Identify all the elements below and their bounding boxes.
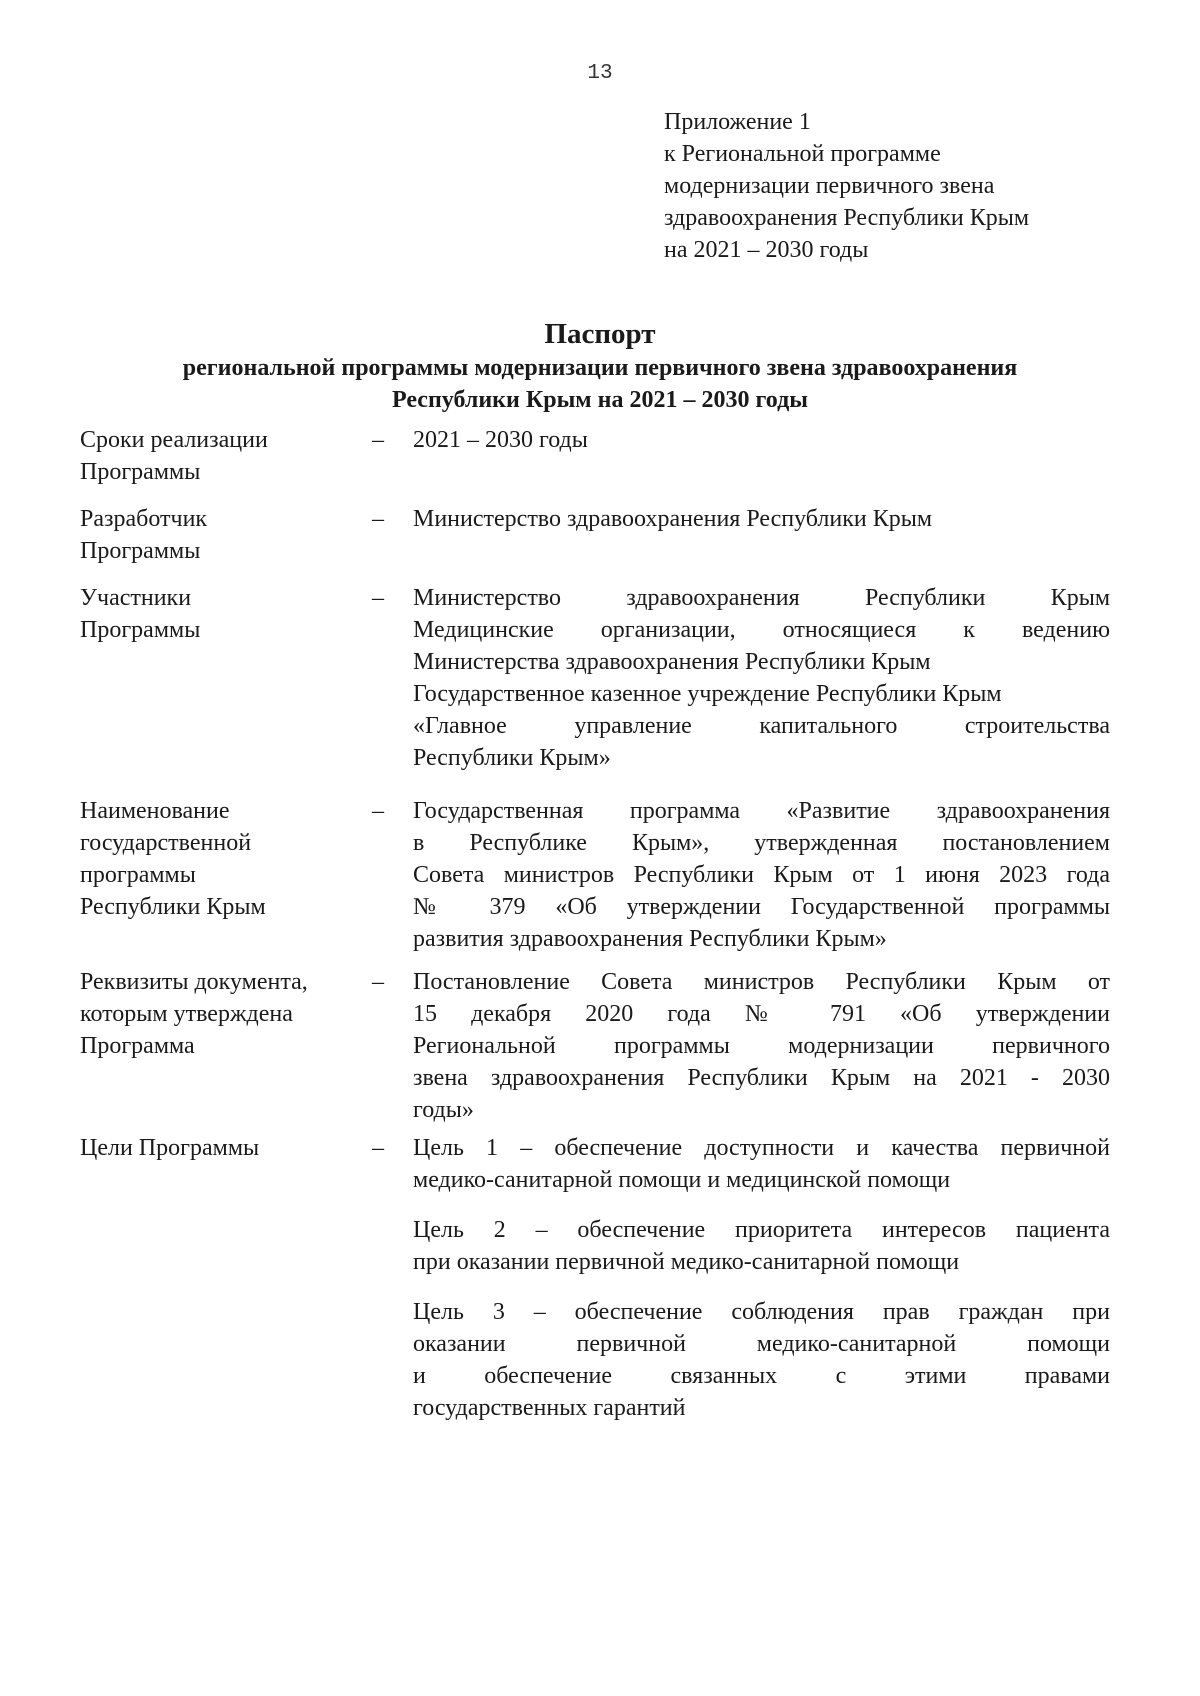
row-label-line: Программы bbox=[80, 617, 201, 643]
appendix-line: Приложение 1 bbox=[664, 109, 811, 135]
row-value-line: 2021 – 2030 годы bbox=[413, 427, 588, 453]
row-value-line: Министерство здравоохранения Республики Крым bbox=[413, 506, 933, 532]
row-value-line: Совета министров Республики Крым от 1 июня 2023 года bbox=[413, 862, 1110, 888]
row-label bbox=[80, 966, 370, 1062]
goal-line: при оказании первичной медико-санитарной помощи bbox=[413, 1249, 960, 1275]
row-label bbox=[80, 582, 370, 646]
row-label-line: Участники bbox=[80, 585, 192, 611]
goal-3 bbox=[413, 1296, 1110, 1424]
row-value-line: развития здравоохранения Республики Крым» bbox=[413, 926, 887, 952]
appendix-line: здравоохранения Республики Крым bbox=[664, 205, 1030, 231]
row-value-line: Региональной программы модернизации первичного bbox=[413, 1033, 1110, 1059]
goal-line: Цель 3 – обеспечение соблюдения прав граждан при bbox=[413, 1299, 1110, 1325]
appendix-line: к Региональной программе bbox=[664, 141, 941, 167]
row-value bbox=[413, 424, 1110, 456]
row-label-line: Сроки реализации bbox=[80, 427, 268, 453]
row-label-line: программы bbox=[80, 862, 196, 888]
row-dash: – bbox=[372, 1135, 384, 1161]
appendix-header bbox=[664, 106, 1184, 266]
row-value-line: в Республике Крым», утвержденная постановлением bbox=[413, 830, 1110, 856]
goal-line: медико-санитарной помощи и медицинской помощи bbox=[413, 1167, 951, 1193]
row-dash: – bbox=[372, 969, 384, 995]
subtitle-line: региональной программы модернизации первичного звена здравоохранения bbox=[182, 355, 1018, 381]
row-dash: – bbox=[372, 427, 384, 453]
row-value-line: № 379 «Об утверждении Государственной программы bbox=[413, 894, 1110, 920]
row-value-line: звена здравоохранения Республики Крым на 2021 - 2030 bbox=[413, 1065, 1110, 1091]
row-label-line: Реквизиты документа, bbox=[80, 969, 308, 995]
row-label-line: Разработчик bbox=[80, 506, 208, 532]
row-value bbox=[413, 503, 1110, 535]
row-label bbox=[80, 503, 370, 567]
row-value-line: Министерство здравоохранения Республики Крым bbox=[413, 585, 1110, 611]
row-value bbox=[413, 1132, 1110, 1442]
row-value bbox=[413, 966, 1110, 1126]
row-label-line: Программа bbox=[80, 1033, 195, 1059]
row-value-line: «Главное управление капитального строительства bbox=[413, 713, 1110, 739]
row-label-line: государственной bbox=[80, 830, 252, 856]
row-label-line: Наименование bbox=[80, 798, 230, 824]
row-dash: – bbox=[372, 798, 384, 824]
goal-line: и обеспечение связанных с этими правами bbox=[413, 1363, 1110, 1389]
goal-line: Цель 1 – обеспечение доступности и качества первичной bbox=[413, 1135, 1110, 1161]
row-value-line: Республики Крым» bbox=[413, 745, 611, 771]
goal-line: государственных гарантий bbox=[413, 1395, 686, 1421]
row-dash: – bbox=[372, 585, 384, 611]
document-title: Паспорт bbox=[544, 318, 656, 350]
row-value-line: Медицинские организации, относящиеся к ведению bbox=[413, 617, 1110, 643]
row-value-line: годы» bbox=[413, 1097, 474, 1123]
appendix-line: на 2021 – 2030 годы bbox=[664, 237, 869, 263]
document-subtitle bbox=[60, 352, 1140, 416]
row-dash: – bbox=[372, 506, 384, 532]
row-label-line: Цели Программы bbox=[80, 1135, 260, 1161]
goal-line: оказании первичной медико-санитарной помощи bbox=[413, 1331, 1110, 1357]
row-value-line: Министерства здравоохранения Республики Крым bbox=[413, 649, 931, 675]
row-value-line: Государственное казенное учреждение Республики Крым bbox=[413, 681, 1002, 707]
goal-line: Цель 2 – обеспечение приоритета интересов пациента bbox=[413, 1217, 1110, 1243]
row-label-line: Программы bbox=[80, 538, 201, 564]
row-value-line: Постановление Совета министров Республики Крым от bbox=[413, 969, 1110, 995]
appendix-line: модернизации первичного звена bbox=[664, 173, 995, 199]
goal-2 bbox=[413, 1214, 1110, 1278]
row-label bbox=[80, 795, 370, 923]
row-label-line: Республики Крым bbox=[80, 894, 266, 920]
goal-1 bbox=[413, 1132, 1110, 1196]
row-label bbox=[80, 1132, 370, 1164]
page-number: 13 bbox=[587, 62, 613, 85]
row-label-line: которым утверждена bbox=[80, 1001, 293, 1027]
row-value-line: 15 декабря 2020 года № 791 «Об утверждении bbox=[413, 1001, 1110, 1027]
row-value bbox=[413, 795, 1110, 955]
row-label-line: Программы bbox=[80, 459, 201, 485]
subtitle-line: Республики Крым на 2021 – 2030 годы bbox=[392, 387, 808, 413]
row-value-line: Государственная программа «Развитие здравоохранения bbox=[413, 798, 1110, 824]
row-label bbox=[80, 424, 370, 488]
row-value bbox=[413, 582, 1110, 774]
